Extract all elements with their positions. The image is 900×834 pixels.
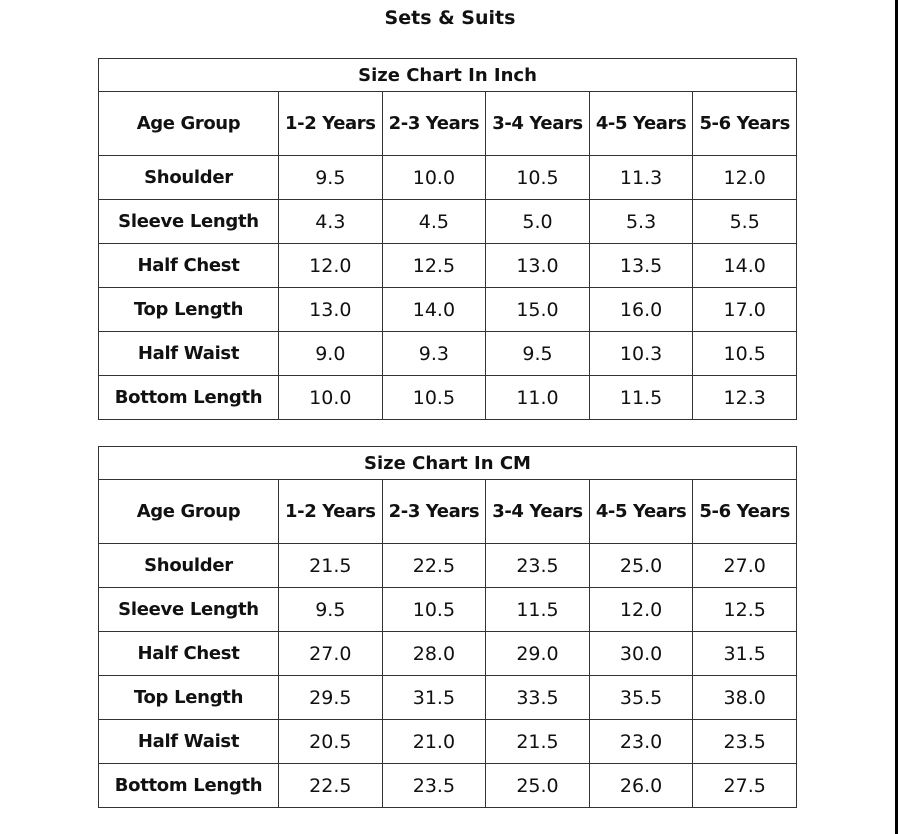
table-row: [99, 720, 797, 764]
table-row: [99, 676, 797, 720]
table-row: [99, 288, 797, 332]
table-cell: 12.0: [693, 156, 797, 200]
table-cell: 10.5: [486, 156, 590, 200]
column-header: 5-6 Years: [693, 92, 797, 156]
table-cell: 13.5: [589, 244, 693, 288]
table-cell: 21.5: [486, 720, 590, 764]
cm-size-table: [98, 446, 797, 808]
table-cell: 4.3: [279, 200, 383, 244]
table-cell: 10.5: [382, 588, 486, 632]
column-header: 1-2 Years: [279, 92, 383, 156]
table-caption-row: [99, 59, 797, 92]
table-cell: 9.5: [279, 588, 383, 632]
row-label: Half Waist: [99, 332, 279, 376]
column-header: Age Group: [99, 480, 279, 544]
table-cell: 10.0: [382, 156, 486, 200]
table-cell: 23.5: [693, 720, 797, 764]
column-header: Age Group: [99, 92, 279, 156]
table-cell: 9.5: [486, 332, 590, 376]
column-header: 2-3 Years: [382, 92, 486, 156]
table-cell: 23.0: [589, 720, 693, 764]
table-cell: 10.5: [382, 376, 486, 420]
table-cell: 25.0: [589, 544, 693, 588]
row-label: Bottom Length: [99, 376, 279, 420]
table-cell: 27.5: [693, 764, 797, 808]
table-cell: 9.3: [382, 332, 486, 376]
table-cell: 10.0: [279, 376, 383, 420]
table-cell: 31.5: [693, 632, 797, 676]
table-row: [99, 632, 797, 676]
row-label: Sleeve Length: [99, 588, 279, 632]
table-cell: 33.5: [486, 676, 590, 720]
table-cell: 12.5: [382, 244, 486, 288]
table-cell: 20.5: [279, 720, 383, 764]
table-cell: 26.0: [589, 764, 693, 808]
column-header: 3-4 Years: [486, 480, 590, 544]
table-cell: 15.0: [486, 288, 590, 332]
table-cell: 11.0: [486, 376, 590, 420]
table-cell: 14.0: [693, 244, 797, 288]
row-label: Half Waist: [99, 720, 279, 764]
table-row: [99, 376, 797, 420]
table-cell: 12.3: [693, 376, 797, 420]
column-header: 4-5 Years: [589, 92, 693, 156]
page-title: Sets & Suits: [384, 7, 516, 29]
table-caption-row: [99, 447, 797, 480]
row-label: Half Chest: [99, 632, 279, 676]
table-row: [99, 332, 797, 376]
table-cell: 23.5: [486, 544, 590, 588]
table-cell: 11.3: [589, 156, 693, 200]
table-header-row: [99, 480, 797, 544]
table-row: [99, 588, 797, 632]
table-cell: 4.5: [382, 200, 486, 244]
table-cell: 38.0: [693, 676, 797, 720]
table-cell: 12.0: [589, 588, 693, 632]
table-cell: 25.0: [486, 764, 590, 808]
table-cell: 13.0: [279, 288, 383, 332]
table-cell: 29.5: [279, 676, 383, 720]
table-cell: 29.0: [486, 632, 590, 676]
table-header-row: [99, 92, 797, 156]
table-cell: 21.5: [279, 544, 383, 588]
inch-size-table: [98, 58, 797, 420]
row-label: Shoulder: [99, 156, 279, 200]
column-header: 5-6 Years: [693, 480, 797, 544]
table-row: [99, 200, 797, 244]
right-edge-rule: [895, 0, 898, 834]
row-label: Shoulder: [99, 544, 279, 588]
row-label: Top Length: [99, 288, 279, 332]
table-cell: 11.5: [589, 376, 693, 420]
table-cell: 14.0: [382, 288, 486, 332]
table-cell: 10.3: [589, 332, 693, 376]
table-cell: 22.5: [279, 764, 383, 808]
table-cell: 31.5: [382, 676, 486, 720]
table-cell: 17.0: [693, 288, 797, 332]
table-cell: 21.0: [382, 720, 486, 764]
table-caption: Size Chart In Inch: [99, 59, 797, 92]
table-cell: 22.5: [382, 544, 486, 588]
table-cell: 10.5: [693, 332, 797, 376]
table-row: [99, 156, 797, 200]
column-header: 4-5 Years: [589, 480, 693, 544]
table-cell: 5.0: [486, 200, 590, 244]
table-cell: 16.0: [589, 288, 693, 332]
table-row: [99, 764, 797, 808]
table-row: [99, 544, 797, 588]
table-cell: 5.3: [589, 200, 693, 244]
table-cell: 13.0: [486, 244, 590, 288]
row-label: Top Length: [99, 676, 279, 720]
table-cell: 5.5: [693, 200, 797, 244]
table-cell: 23.5: [382, 764, 486, 808]
table-cell: 28.0: [382, 632, 486, 676]
table-cell: 27.0: [693, 544, 797, 588]
table-cell: 35.5: [589, 676, 693, 720]
table-cell: 9.5: [279, 156, 383, 200]
table-caption: Size Chart In CM: [99, 447, 797, 480]
row-label: Half Chest: [99, 244, 279, 288]
table-cell: 9.0: [279, 332, 383, 376]
column-header: 2-3 Years: [382, 480, 486, 544]
table-cell: 27.0: [279, 632, 383, 676]
column-header: 3-4 Years: [486, 92, 590, 156]
table-cell: 12.5: [693, 588, 797, 632]
table-cell: 11.5: [486, 588, 590, 632]
table-cell: 12.0: [279, 244, 383, 288]
row-label: Sleeve Length: [99, 200, 279, 244]
table-cell: 30.0: [589, 632, 693, 676]
row-label: Bottom Length: [99, 764, 279, 808]
column-header: 1-2 Years: [279, 480, 383, 544]
table-row: [99, 244, 797, 288]
